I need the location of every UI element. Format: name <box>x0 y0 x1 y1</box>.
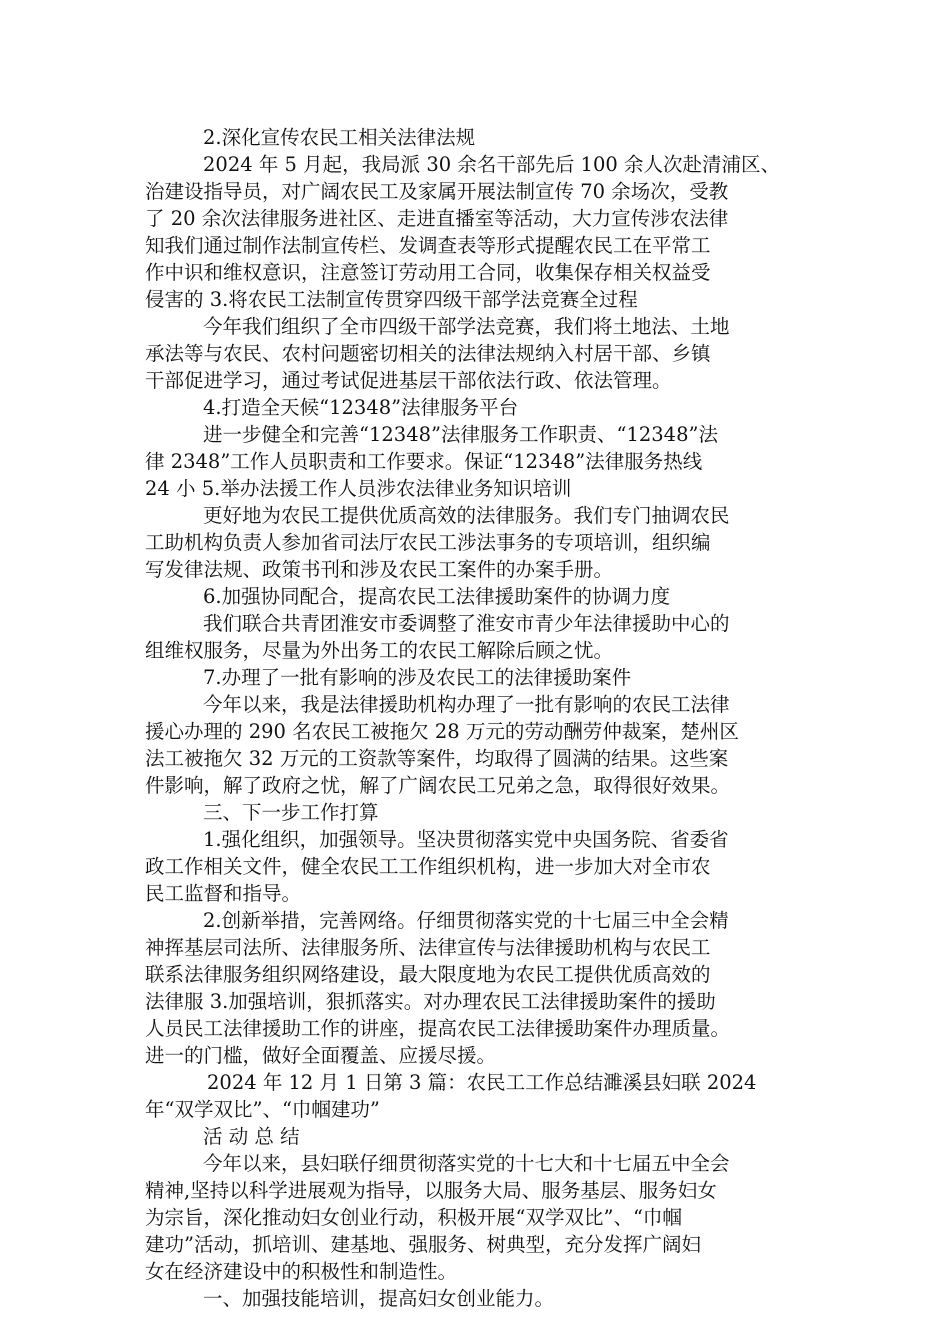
paragraph-line: 了 20 余次法律服务进社区、走进直播室等活动，大力宣传涉农法律 <box>145 207 729 230</box>
paragraph-line: 政工作相关文件，健全农民工工作组织机构，进一步加大对全市农 <box>145 855 711 878</box>
paragraph-line: 今年以来，我是法律援助机构办理了一批有影响的农民工法律 <box>203 693 730 716</box>
paragraph-line: 件影响，解了政府之忧，解了广阔农民工兄弟之急，取得很好效果。 <box>145 774 731 797</box>
paragraph-line: 联系法律服务组织网络建设，最大限度地为农民工提供优质高效的 <box>145 963 711 986</box>
paragraph-line: 进一的门槛，做好全面覆盖、应援尽援。 <box>145 1044 497 1067</box>
paragraph-line: 写发律法规、政策书刊和涉及农民工案件的办案手册。 <box>145 558 614 581</box>
paragraph-line: 民工监督和指导。 <box>145 882 302 905</box>
section-heading-4: 4.打造全天候“12348”法律服务平台 <box>203 396 519 419</box>
paragraph-line: 组维权服务，尽量为外出务工的农民工解除后顾之忧。 <box>145 639 614 662</box>
article-title: 2024 年 12 月 1 日第 3 篇：农民工工作总结濉溪县妇联 2024 <box>207 1071 757 1094</box>
paragraph-line: 建功”活动，抓培训、建基地、强服务、树典型，充分发挥广阔妇 <box>145 1233 701 1256</box>
paragraph-line: 我们联合共青团淮安市委调整了淮安市青少年法律援助中心的 <box>203 612 730 635</box>
paragraph-line: 为宗旨，深化推动妇女创业行动，积极开展“双学双比”、“巾帼 <box>145 1206 682 1229</box>
paragraph-line: 女在经济建设中的积极性和制造性。 <box>145 1260 458 1283</box>
paragraph-line: 进一步健全和完善“12348”法律服务工作职责、“12348”法 <box>203 423 718 446</box>
paragraph-line: 神挥基层司法所、法律服务所、法律宣传与法律援助机构与农民工 <box>145 936 711 959</box>
paragraph-line: 干部促进学习，通过考试促进基层干部依法行政、依法管理。 <box>145 369 672 392</box>
paragraph-line: 作中识和维权意识，注意签订劳动用工合同，收集保存相关权益受 <box>145 261 711 284</box>
section-heading-7: 7.办理了一批有影响的涉及农民工的法律援助案件 <box>203 666 632 689</box>
paragraph-line: 精神,坚持以科学进展观为指导，以服务大局、服务基层、服务妇女 <box>145 1179 717 1202</box>
paragraph-line: 2.创新举措，完善网络。仔细贯彻落实党的十七届三中全会精 <box>203 909 729 932</box>
paragraph-line: 2024 年 5 月起，我局派 30 余名干部先后 100 余人次赴清浦区、 <box>203 153 780 176</box>
paragraph-line: 法律服 3.加强培训，狠抓落实。对办理农民工法律援助案件的援助 <box>145 990 716 1013</box>
paragraph-line: 1.强化组织，加强领导。坚决贯彻落实党中央国务院、省委省 <box>203 828 729 851</box>
paragraph-line: 更好地为农民工提供优质高效的法律服务。我们专门抽调农民 <box>203 504 730 527</box>
paragraph-line: 侵害的 3.将农民工法制宣传贯穿四级干部学法竞赛全过程 <box>145 288 638 311</box>
paragraph-line: 24 小 5.举办法援工作人员涉农法律业务知识培训 <box>145 477 572 500</box>
section-heading-6: 6.加强协同配合，提高农民工法律援助案件的协调力度 <box>203 585 671 608</box>
document-body <box>145 124 810 1312</box>
paragraph-line: 今年我们组织了全市四级干部学法竞赛，我们将土地法、土地 <box>203 315 730 338</box>
paragraph-line: 知我们通过制作法制宣传栏、发调查表等形式提醒农民工在平常工 <box>145 234 711 257</box>
paragraph-line: 法工被拖欠 32 万元的工资款等案件，均取得了圆满的结果。这些案 <box>145 747 729 770</box>
section-heading-3: 三、下一步工作打算 <box>203 801 379 824</box>
section-heading-2: 2.深化宣传农民工相关法律法规 <box>203 126 476 149</box>
paragraph-line: 承法等与农民、农村问题密切相关的法律法规纳入村居干部、乡镇 <box>145 342 711 365</box>
paragraph-line: 今年以来，县妇联仔细贯彻落实党的十七大和十七届五中全会 <box>203 1152 730 1175</box>
section-heading-1: 一、加强技能培训，提高妇女创业能力。 <box>203 1287 555 1310</box>
activity-summary-heading: 活 动 总 结 <box>203 1125 300 1148</box>
article-title-continued: 年“双学双比”、“巾帼建功” <box>145 1098 380 1121</box>
paragraph-line: 治建设指导员，对广阔农民工及家属开展法制宣传 70 余场次，受教 <box>145 180 729 203</box>
paragraph-line: 人员民工法律援助工作的讲座，提高农民工法律援助案件办理质量。 <box>145 1017 731 1040</box>
paragraph-line: 工助机构负责人参加省司法厅农民工涉法事务的专项培训，组织编 <box>145 531 711 554</box>
paragraph-line: 律 2348”工作人员职责和工作要求。保证“12348”法律服务热线 <box>145 450 703 473</box>
paragraph-line: 援心办理的 290 名农民工被拖欠 28 万元的劳动酬劳仲裁案，楚州区 <box>145 720 739 743</box>
